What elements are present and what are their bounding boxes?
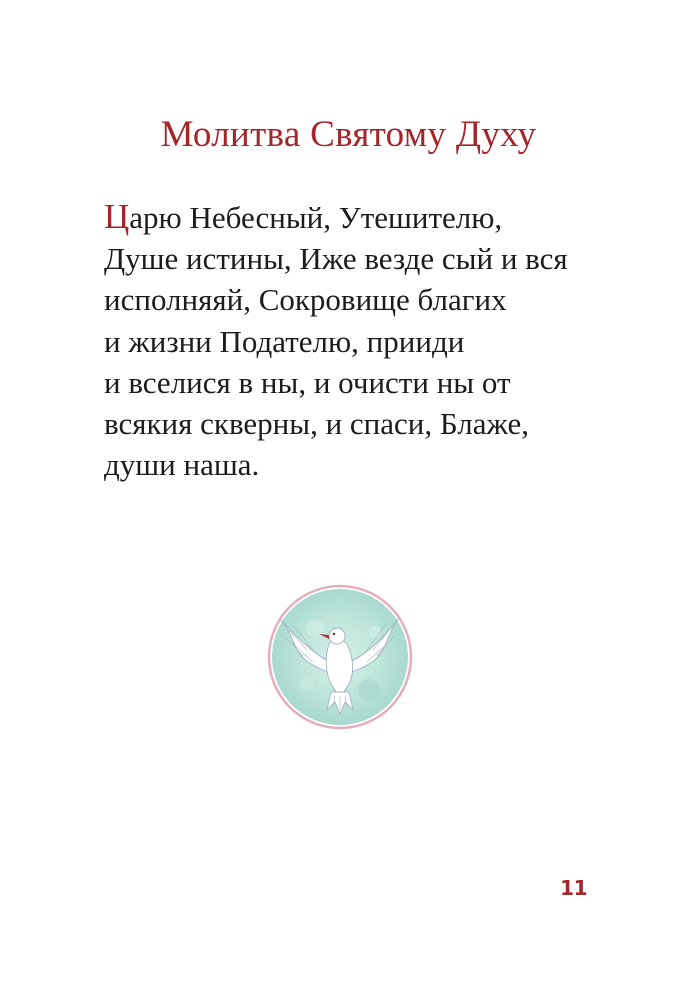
dove-icon [267,584,413,730]
prayer-line-2: Душе истины, Иже везде сый и вся [104,241,568,277]
page-title: Молитва Святому Духу [160,114,537,155]
prayer-line-1 [104,196,604,238]
prayer-line-3: исполняяй, Сокровище благих [104,282,507,318]
prayer-line-5: и вселися в ны, и очисти ны от [104,364,511,400]
prayer-line-6: всякия скверны, и спаси, Блаже, [104,406,530,442]
prayer-line-7: души наша. [104,447,260,483]
dove-illustration [267,584,413,730]
prayer-line-4: и жизни Подателю, прииди [104,323,465,359]
page-number: 11 [560,876,587,900]
prayer-line-1-rest: арю Небесный, Утешителю, [129,200,503,235]
prayer-text [104,196,604,485]
drop-cap-initial: Ц [104,197,130,236]
